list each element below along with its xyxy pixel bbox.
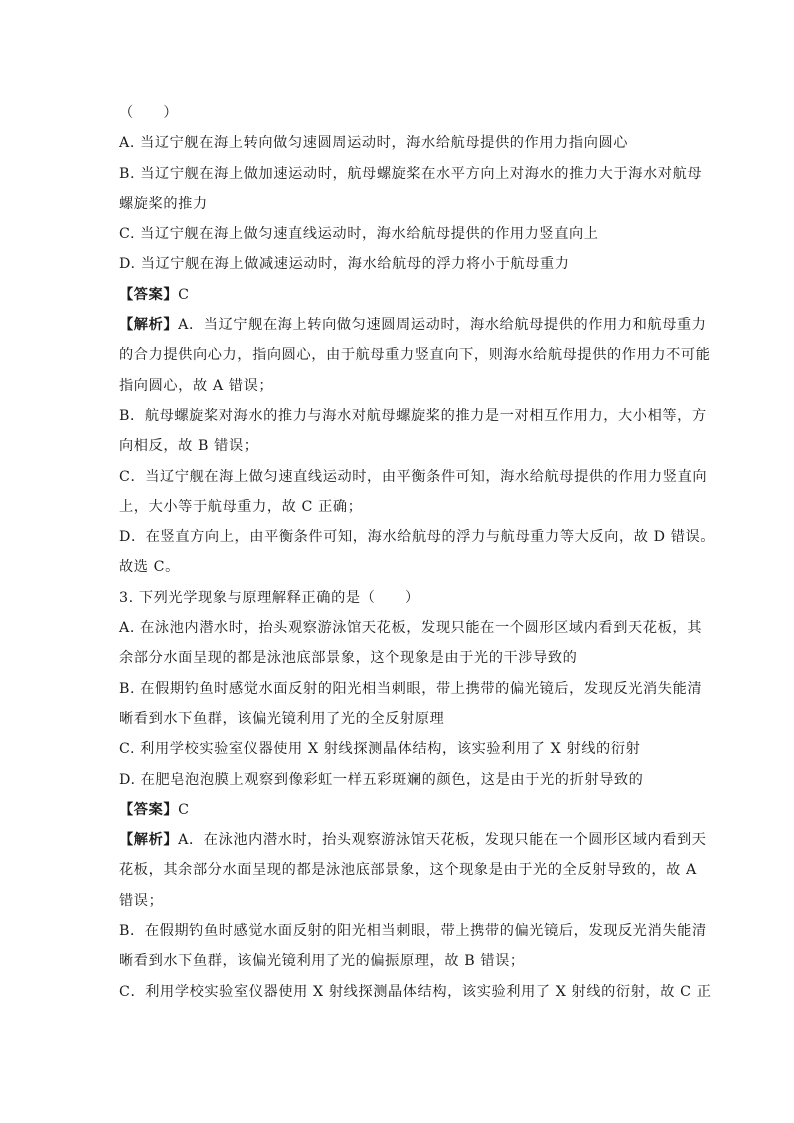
option-b-text: B. 当辽宁舰在海上做加速运动时，航母螺旋桨在水平方向上对海水的推力大于海水对航母 bbox=[119, 165, 703, 182]
text-line: B．在假期钓鱼时感觉水面反射的阳光相当刺眼，带上携带的偏光镜后，发现反光消失能清 bbox=[119, 923, 707, 940]
answer-value: C bbox=[178, 286, 190, 303]
text-line: 指向圆心，故 A 错误； bbox=[119, 377, 274, 394]
answer-line bbox=[119, 795, 679, 825]
analysis-tag: 【解析】 bbox=[119, 317, 179, 334]
option-d-text: D. 当辽宁舰在海上做减速运动时，海水给航母的浮力将小于航母重力 bbox=[119, 256, 570, 273]
option-c-text: C. 利用学校实验室仪器使用 X 射线探测晶体结构，该实验利用了 X 射线的衍射 bbox=[119, 741, 641, 758]
text-line: 晰看到水下鱼群，该偏光镜利用了光的偏振原理，故 B 错误； bbox=[119, 953, 525, 970]
answer-tag: 【答案】 bbox=[119, 286, 179, 303]
text-line: 故选 C。 bbox=[119, 559, 180, 576]
text-line: 花板，其余部分水面呈现的都是泳池底部景象，这个现象是由于光的全反射导致的，故 A bbox=[119, 862, 697, 879]
analysis-line bbox=[119, 825, 707, 855]
answer-line bbox=[119, 280, 679, 310]
text-line: 晰看到水下鱼群，该偏光镜利用了光的全反射原理 bbox=[119, 710, 445, 727]
text-line: （ ） bbox=[119, 105, 179, 121]
option-d-text: D. 在肥皂泡泡膜上观察到像彩虹一样五彩斑斓的颜色，这是由于光的折射导致的 bbox=[119, 771, 644, 788]
text-line: C．利用学校实验室仪器使用 X 射线探测晶体结构，该实验利用了 X 射线的衍射，故 C 正 bbox=[119, 983, 712, 1000]
option-b-text: B. 在假期钓鱼时感觉水面反射的阳光相当刺眼，带上携带的偏光镜后，发现反光消失能清 bbox=[119, 680, 703, 697]
option-c-text: C. 当辽宁舰在海上做匀速直线运动时，海水给航母提供的作用力竖直向上 bbox=[119, 226, 599, 243]
answer-tag: 【答案】 bbox=[119, 801, 179, 818]
text-line: D．在竖直方向上，由平衡条件可知，海水给航母的浮力与航母重力等大反向，故 D 错误。 bbox=[119, 529, 716, 546]
text-line: B．航母螺旋桨对海水的推力与海水对航母螺旋桨的推力是一对相互作用力，大小相等，方 bbox=[119, 407, 707, 424]
analysis-text: A．当辽宁舰在海上转向做匀速圆周运动时，海水给航母提供的作用力和航母重力 bbox=[178, 317, 707, 334]
text-line: 上，大小等于航母重力，故 C 正确； bbox=[119, 498, 363, 515]
text-line: 余部分水面呈现的都是泳池底部景象，这个现象是由于光的干涉导致的 bbox=[119, 650, 578, 667]
text-line: C．当辽宁舰在海上做匀速直线运动时，由平衡条件可知，海水给航母提供的作用力竖直向 bbox=[119, 468, 708, 485]
text-line: 错误； bbox=[119, 892, 164, 909]
text-line: 螺旋桨的推力 bbox=[119, 195, 208, 212]
option-a-text: A. 在泳池内潜水时，抬头观察游泳馆天花板，发现只能在一个圆形区域内看到天花板，其 bbox=[119, 620, 702, 637]
text-line: 的合力提供向心力，指向圆心，由于航母重力竖直向下，则海水给航母提供的作用力不可能 bbox=[119, 347, 711, 364]
question-3-stem: 3. 下列光学现象与原理解释正确的是（ ） bbox=[119, 589, 420, 606]
document-page bbox=[119, 98, 716, 1007]
analysis-tag: 【解析】 bbox=[119, 832, 179, 849]
text-line: 向相反，故 B 错误； bbox=[119, 438, 259, 455]
answer-value: C bbox=[178, 801, 190, 818]
analysis-text: A．在泳池内潜水时，抬头观察游泳馆天花板，发现只能在一个圆形区域内看到天 bbox=[178, 832, 707, 849]
analysis-line bbox=[119, 310, 707, 340]
option-a-text: A. 当辽宁舰在海上转向做匀速圆周运动时，海水给航母提供的作用力指向圆心 bbox=[119, 135, 629, 152]
